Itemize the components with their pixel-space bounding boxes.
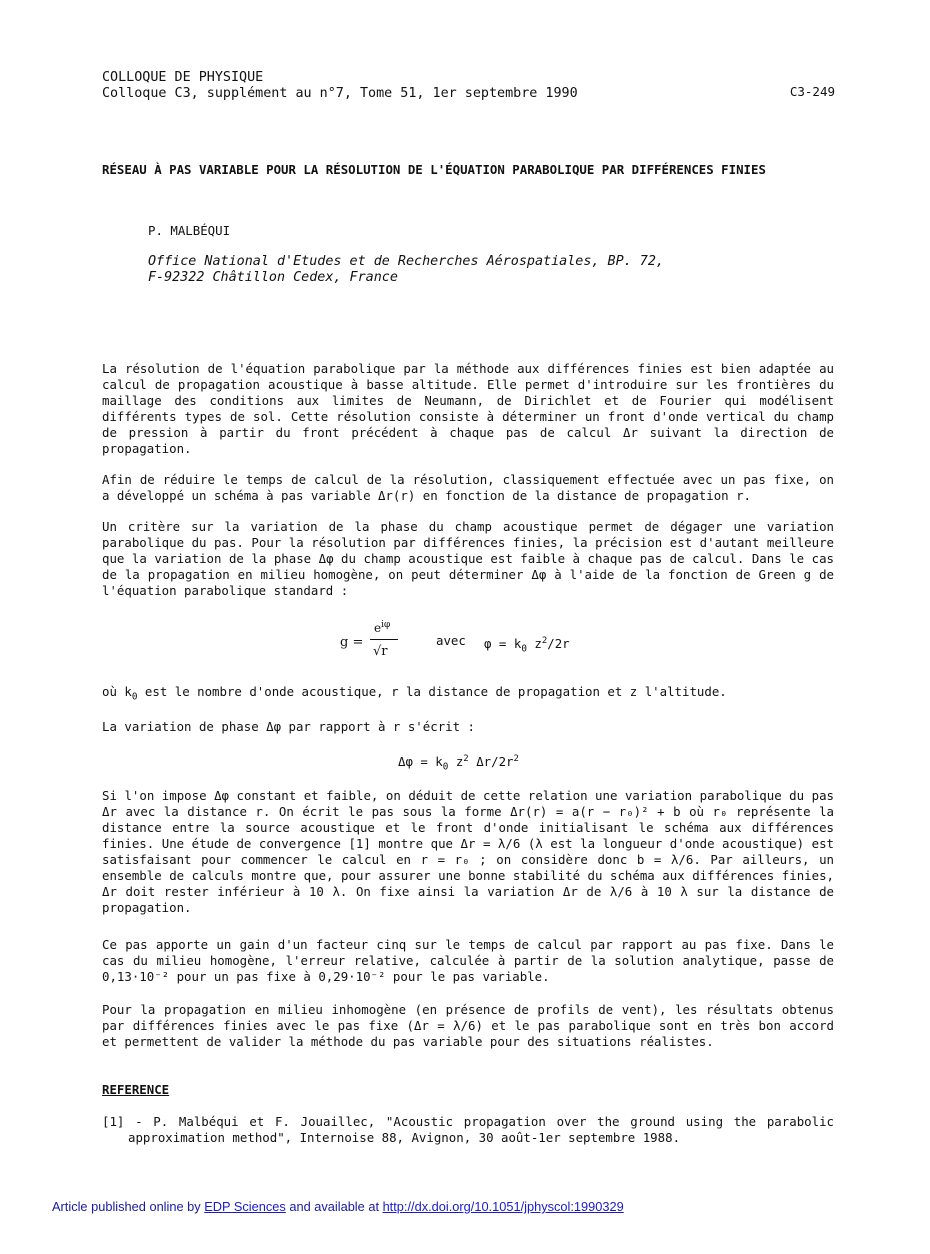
paragraph-2: Afin de réduire le temps de calcul de la résolution, classiquement effectuée avec un pas fixe, on a développé un schéma à pas variable Δr(r) en fonction de la distance de propagation r. — [102, 472, 834, 503]
eq2-sup2: 2 — [513, 754, 519, 764]
eq1-fraction-bar — [370, 639, 398, 640]
p4-a: où k — [102, 684, 132, 699]
paragraph-3: Un critère sur la variation de la phase du champ acoustique permet de dégager une variation parabolique du pas. Pour la résolution par différences finies, la précision est d'autant meilleure que la variation de la phase Δφ du champ acoustique est faible à chaque pas de calcul. Dans le cas de la propagation en milieu homogène, on peut déterminer Δφ à l'aide de la fonction de Green g de l'équation parabolique standard : — [102, 519, 834, 598]
paragraph-8: Pour la propagation en milieu inhomogène (en présence de profils de vent), les résultats obtenus par différences finies avec le pas fixe (Δr = λ/6) et le pas parabolique sont en très bon accord et permettent de valider la méthode du pas variable pour des situations réalistes. — [102, 1002, 834, 1049]
eq1-num-sup: iφ — [381, 620, 391, 630]
affiliation — [148, 254, 664, 286]
eq1-right-sub: 0 — [521, 643, 527, 655]
edp-sciences-link[interactable]: EDP Sciences — [204, 1199, 286, 1214]
affiliation-line-2: F-92322 Châtillon Cedex, France — [148, 270, 398, 285]
p4-b: est le nombre d'onde acoustique, r la distance de propagation et z l'altitude. — [137, 684, 727, 699]
publication-footer — [52, 1199, 624, 1214]
reference-heading: REFERENCE — [102, 1082, 170, 1097]
reference-item: [1] - P. Malbéqui et F. Jouaillec, "Acoustic propagation over the ground using the parabolic approximation method", Internoise 88, Avignon, 30 août-1er septembre 1988. — [102, 1114, 834, 1145]
eq1-right — [484, 633, 570, 658]
eq1-right-sup: 2 — [541, 636, 548, 646]
journal-header — [102, 70, 578, 102]
eq2-c: Δr/2r — [476, 754, 514, 770]
paragraph-6: Si l'on impose Δφ constant et faible, on déduit de cette relation une variation parabolique du pas Δr avec la distance r. On écrit le pas sous la forme Δr(r) = a(r − r₀)² + b où r₀ représente la distance entre la source acoustique et le front d'onde initialisant le schéma aux différences finies. Une étude de convergence [1] montre que Δr = λ/6 (λ est la longueur d'onde acoustique) est satisfaisant pour commencer le calcul en r = r₀ ; on considère donc b = λ/6. Par ailleurs, un ensemble de calculs montre que, pour assurer une bonne stabilité du schéma aux différences finies, Δr doit rester inférieur à 10 λ. On fixe ainsi la variation Δr de λ/6 à 10 λ sur la distance de propagation. — [102, 788, 834, 915]
equation-phase-variation — [398, 751, 519, 776]
eq1-denominator: √r — [373, 644, 388, 659]
footer-text-b: and available at — [285, 1199, 383, 1214]
eq1-left: g = — [340, 635, 364, 650]
author: P. MALBÉQUI — [148, 223, 231, 238]
paper-title: RÉSEAU À PAS VARIABLE POUR LA RÉSOLUTION DE L'ÉQUATION PARABOLIQUE PAR DIFFÉRENCES FINIES — [102, 162, 766, 177]
p4-sub: 0 — [131, 691, 138, 703]
affiliation-line-1: Office National d'Etudes et de Recherches Aérospatiales, BP. 72, — [148, 254, 664, 269]
journal-issue: Colloque C3, supplément au n°7, Tome 51, 1er septembre 1990 — [102, 86, 578, 101]
eq2-sub: 0 — [442, 761, 449, 773]
journal-name: COLLOQUE DE PHYSIQUE — [102, 70, 264, 85]
eq1-right-b: z — [534, 636, 542, 652]
equation-green-function — [340, 620, 640, 670]
paragraph-4 — [102, 684, 834, 705]
eq1-right-a: φ = k — [484, 636, 522, 652]
doi-link[interactable]: http://dx.doi.org/10.1051/jphyscol:1990329 — [382, 1199, 624, 1214]
eq1-num-base: e — [374, 621, 382, 635]
page-number: C3-249 — [789, 84, 835, 99]
eq2-a: Δφ = k — [398, 754, 443, 770]
eq1-numerator — [374, 620, 390, 635]
eq1-avec: avec — [436, 633, 466, 648]
paragraph-1: La résolution de l'équation parabolique par la méthode aux différences finies est bien adaptée au calcul de propagation acoustique à basse altitude. Elle permet d'introduire sur les frontières du maillage des conditions aux limites de Neumann, de Dirichlet et de Fourier qui modélisent différents types de sol. Cette résolution consiste à déterminer un front d'onde vertical du champ de pression à partir du front précédent à chaque pas de calcul Δr suivant la direction de propagation. — [102, 361, 834, 456]
eq2-sup: 2 — [463, 754, 469, 764]
eq2-b: z — [455, 754, 464, 770]
paragraph-5: La variation de phase Δφ par rapport à r s'écrit : — [102, 719, 475, 734]
eq1-right-c: /2r — [547, 636, 570, 652]
paragraph-7: Ce pas apporte un gain d'un facteur cinq sur le temps de calcul par rapport au pas fixe. Dans le cas du milieu homogène, l'erreur relative, calculée à partir de la solution analytique, passe de 0,13·10⁻² pour un pas fixe à 0,29·10⁻² pour le pas variable. — [102, 937, 834, 984]
footer-text-a: Article published online by — [52, 1199, 205, 1214]
